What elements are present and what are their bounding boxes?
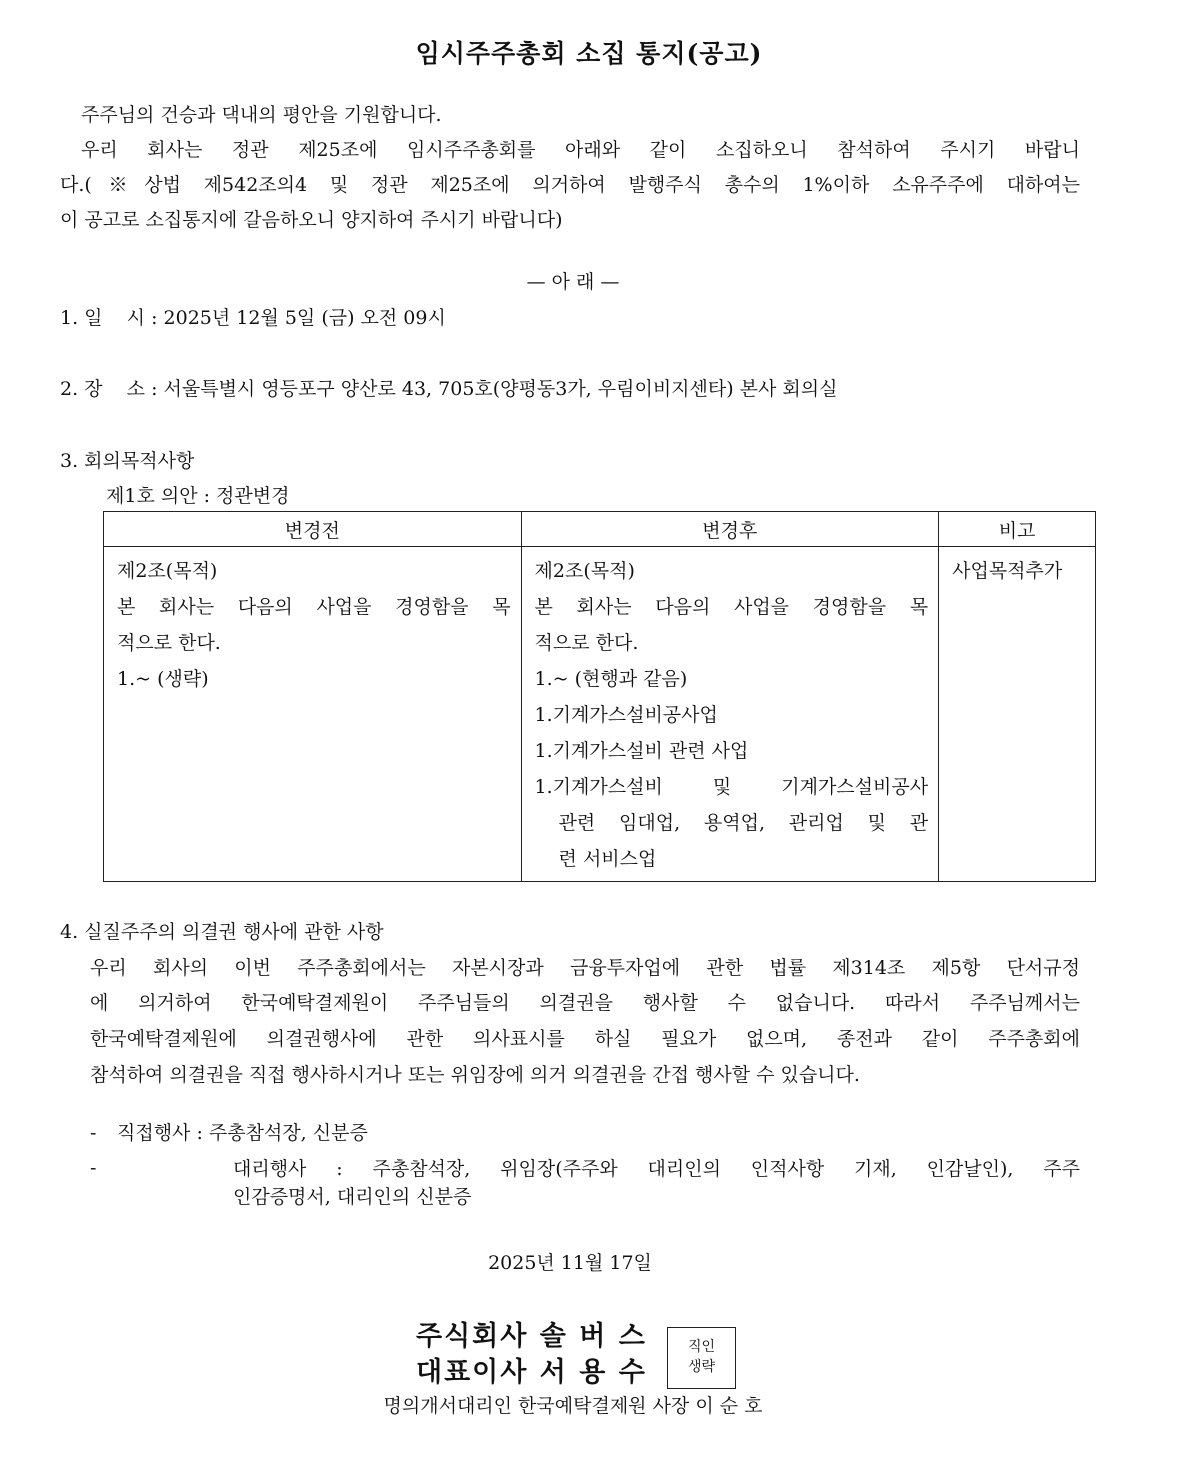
greeting: 주주님의 건승과 댁내의 평안을 기원합니다.	[81, 104, 442, 126]
before-text-line-1: 본 회사는 다음의 사업을 경영함을 목	[117, 596, 511, 618]
notice-date: 2025년 11월 17일	[488, 1252, 652, 1274]
bullet-direct: 직접행사 : 주총참석장, 신분증	[117, 1122, 368, 1144]
page-title: 임시주주총회 소집 통지(공고)	[415, 39, 763, 68]
agenda-heading: 3. 회의목적사항	[60, 450, 195, 472]
agenda-item-1: 제1호 의안 : 정관변경	[106, 485, 290, 507]
bullet-dash-proxy: -	[90, 1157, 97, 1179]
seal-line-2: 생략	[687, 1359, 716, 1375]
after-item-0: 1.~ (현행과 같음)	[534, 668, 688, 690]
intro-line-2: 다.(※상법 제542조의4 및 정관 제25조에 의거하여 발행주식 총수의 1%이하 소유주주에 대하여는	[60, 174, 1080, 196]
before-article: 제2조(목적)	[117, 560, 218, 582]
after-item-2: 1.기계가스설비 관련 사업	[534, 740, 749, 762]
section4-line-4: 참석하여 의결권을 직접 행사하시거나 또는 위임장에 의거 의결권을 간접 행사할 수 있습니다.	[90, 1064, 860, 1086]
after-text-line-2: 적으로 한다.	[534, 632, 639, 654]
company-name: 주식회사 솔 버 스	[416, 1321, 647, 1352]
bullet-proxy-line-2: 인감증명서, 대리인의 신분증	[233, 1186, 472, 1208]
bullet-dash-direct: -	[90, 1122, 97, 1144]
header-note: 비고	[939, 512, 1096, 547]
section4-line-2: 에 의거하여 한국예탁결제원이 주주님들의 의결권을 행사할 수 없습니다. 따라서 주주님께서는	[90, 992, 1080, 1014]
section4-line-3: 한국예탁결제원에 의결권행사에 관한 의사표시를 하실 필요가 없으며, 종전과 같이 주주총회에	[90, 1028, 1080, 1050]
after-item-1: 1.기계가스설비공사업	[534, 704, 718, 726]
header-after: 변경후	[521, 512, 939, 547]
intro-line-1: 우리 회사는 정관 제25조에 임시주주총회를 아래와 같이 소집하오니 참석하여 주시기 바랍니	[81, 139, 1080, 161]
after-item-3-line-3: 련 서비스업	[558, 848, 657, 870]
section4-heading: 4. 실질주주의 의결권 행사에 관한 사항	[60, 921, 384, 943]
below-heading: — 아 래 —	[526, 271, 620, 293]
table-row	[104, 547, 1096, 882]
note-text: 사업목적추가	[952, 560, 1063, 582]
after-item-3-line-2: 관련 임대업, 용역업, 관리업 및 관	[558, 812, 929, 834]
after-text-line-1: 본 회사는 다음의 사업을 경영함을 목	[534, 596, 929, 618]
section4-line-1: 우리 회사의 이번 주주총회에서는 자본시장과 금융투자업에 관한 법률 제314조 제5항 단서규정	[90, 957, 1080, 979]
cell-note	[939, 547, 1096, 882]
before-item: 1.~ (생략)	[117, 668, 209, 690]
header-before: 변경전	[104, 512, 522, 547]
seal-omitted-box	[667, 1327, 736, 1389]
item-place: 2. 장 소 : 서울특별시 영등포구 양산로 43, 705호(양평동3가, 우림이비지센타) 본사 회의실	[60, 378, 838, 400]
table-header-row	[104, 512, 1096, 547]
registrar: 명의개서대리인 한국예탁결제원 사장 이 순 호	[383, 1395, 763, 1417]
before-text-line-2: 적으로 한다.	[117, 632, 221, 654]
bullet-proxy-line-1: 대리행사 : 주총참석장, 위임장(주주와 대리인의 인적사항 기재, 인감날인), 주주	[233, 1158, 1080, 1180]
cell-after	[521, 547, 939, 882]
cell-before	[104, 547, 522, 882]
intro-line-3: 이 공고로 소집통지에 갈음하오니 양지하여 주시기 바랍니다)	[60, 209, 563, 231]
seal-line-1: 직인	[687, 1339, 716, 1355]
after-item-3-line-1: 1.기계가스설비 및 기계가스설비공사	[534, 776, 929, 798]
item-datetime: 1. 일 시 : 2025년 12월 5일 (금) 오전 09시	[60, 307, 446, 329]
amendment-table	[103, 511, 1096, 882]
ceo-name: 대표이사 서 용 수	[416, 1357, 647, 1388]
after-article: 제2조(목적)	[534, 560, 635, 582]
